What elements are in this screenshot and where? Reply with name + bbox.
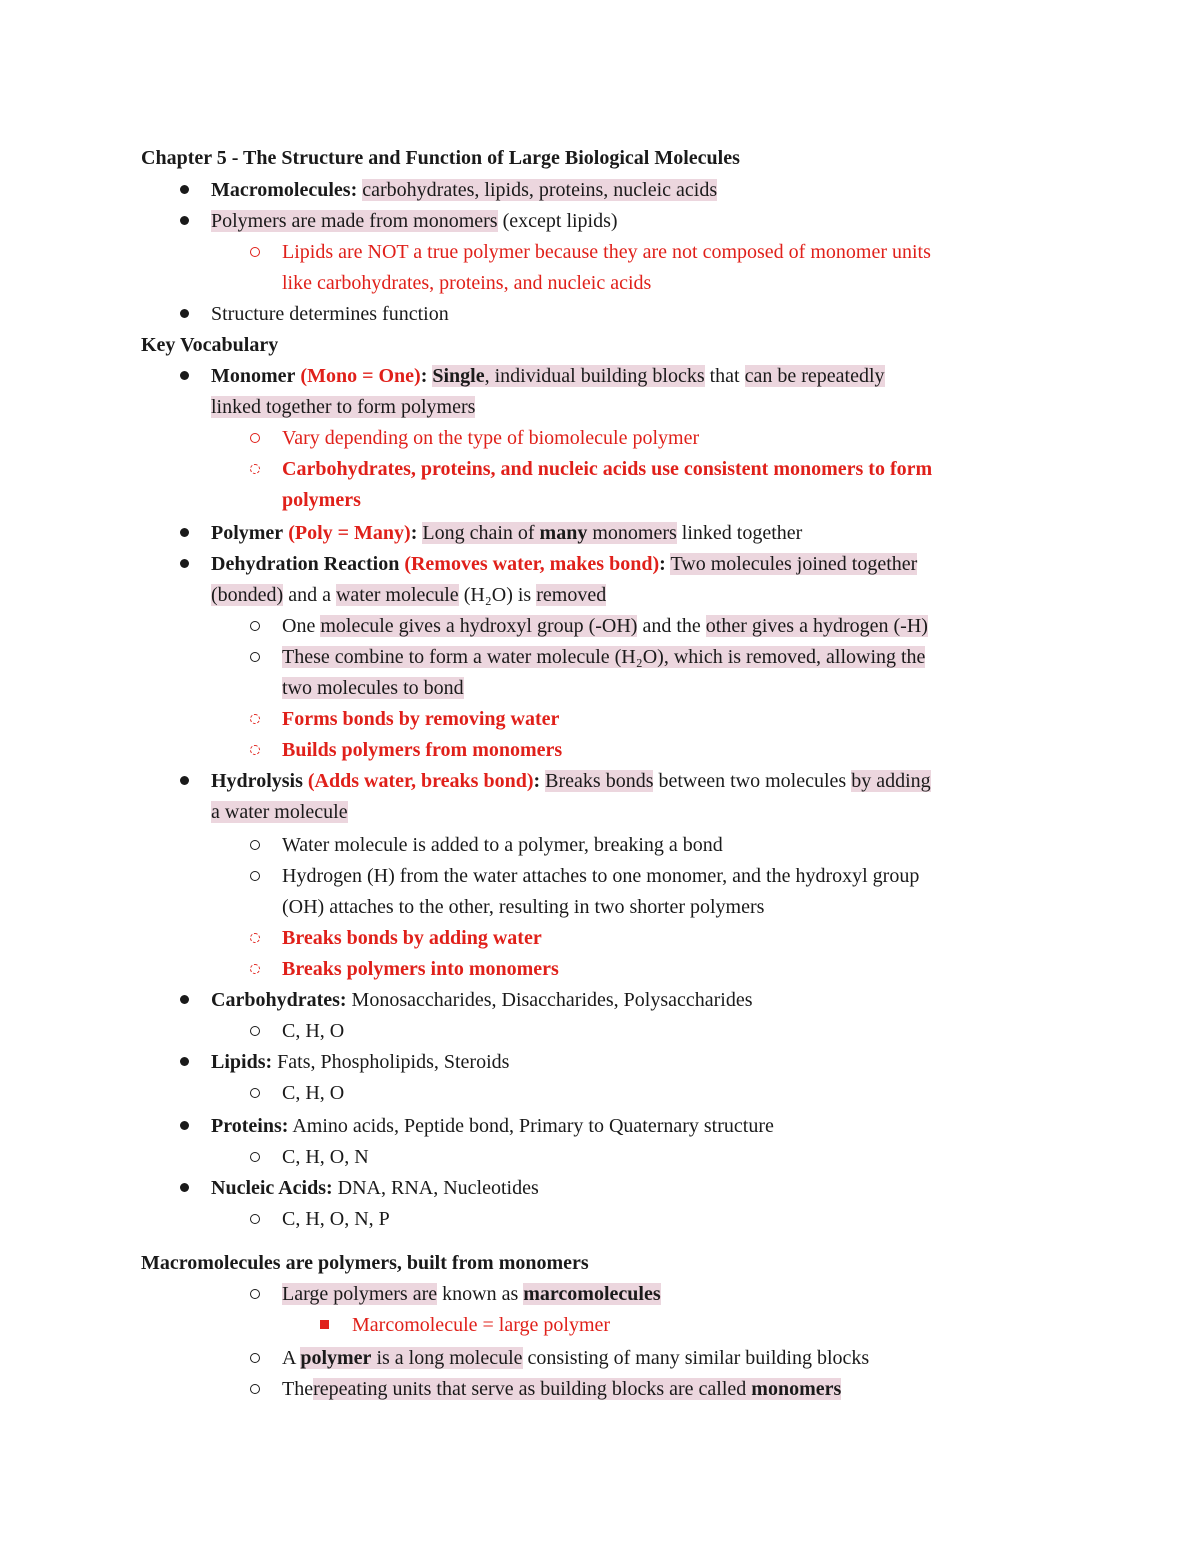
plain-text: and a (288, 584, 331, 606)
bullet-dot (174, 520, 194, 546)
term-label: Hydrolysis (211, 770, 303, 792)
macro-line4 (282, 1376, 841, 1402)
term-paren: (Adds water, breaks bond) (307, 770, 534, 792)
bullet-square (314, 1312, 334, 1338)
page-title: Chapter 5 - The Structure and Function of Large Biological Molecules (141, 147, 740, 169)
highlighted-text: can be repeatedly (744, 365, 885, 387)
highlighted-text: water molecule (335, 584, 459, 606)
hydrolysis-sub4: Breaks polymers into monomers (282, 958, 559, 980)
highlighted-text (432, 365, 704, 387)
lipids-item (211, 1049, 509, 1075)
lipids-elements: C, H, O (282, 1082, 345, 1104)
bullet-dot (174, 177, 194, 203)
dehydration-sub2-line2 (282, 675, 464, 701)
term-paren: (Poly = Many) (288, 522, 411, 544)
nucleic-acids-elements: C, H, O, N, P (282, 1208, 390, 1230)
proteins-item (211, 1113, 774, 1139)
bullet-ring (245, 1376, 265, 1402)
highlighted-text: linked together to form polymers (211, 396, 476, 418)
polymer-definition (211, 520, 802, 546)
term-paren: (Removes water, makes bond) (404, 553, 660, 575)
colon: : (410, 522, 418, 544)
plain-text: between two molecules (658, 770, 847, 792)
monomer-sub1: Vary depending on the type of biomolecule polymer (282, 427, 700, 449)
text-part: monomers (592, 522, 677, 544)
bullet-ring (245, 239, 265, 265)
bullet-dot (174, 551, 194, 577)
dehydration-definition (211, 551, 917, 577)
bullet-ring (245, 832, 265, 858)
bullet-dot (174, 1113, 194, 1139)
carbohydrates-elements: C, H, O (282, 1020, 345, 1042)
highlighted-text: removed (536, 584, 607, 606)
text-part: is a long molecule (376, 1347, 523, 1369)
highlighted-text (300, 1347, 522, 1369)
bullet-dot (174, 1049, 194, 1075)
plain-text: (except lipids) (502, 210, 618, 232)
bold-word: many (539, 522, 588, 544)
highlighted-text (313, 1378, 841, 1400)
intro-macromolecules (211, 177, 717, 203)
carbohydrates-item (211, 987, 753, 1013)
bullet-dot (174, 301, 194, 327)
text-part: repeating units that serve as building blocks are called (313, 1378, 747, 1400)
bullet-ring (245, 863, 265, 889)
text-part: , individual building blocks (484, 365, 705, 387)
dehydration-sub3: Forms bonds by removing water (282, 708, 560, 730)
highlighted-text: marcomolecules (523, 1283, 661, 1305)
plain-text: Monosaccharides, Disaccharides, Polysaccharides (351, 989, 753, 1011)
term-label: Carbohydrates: (211, 989, 347, 1011)
bullet-dot (174, 363, 194, 389)
colon: : (420, 365, 428, 387)
intro-polymers (211, 208, 618, 234)
highlighted-text: molecule gives a hydroxyl group (-OH) (320, 615, 638, 637)
intro-structure: Structure determines function (211, 303, 449, 325)
plain-text: One (282, 615, 316, 637)
term-label: Nucleic Acids: (211, 1177, 333, 1199)
monomer-definition-cont (211, 394, 475, 420)
bullet-ring (245, 1018, 265, 1044)
dehydration-definition-cont (211, 582, 606, 608)
highlighted-text: carbohydrates, lipids, proteins, nucleic acids (362, 179, 718, 201)
bullet-ring (245, 737, 265, 763)
plain-text: The (282, 1378, 314, 1400)
highlighted-text (422, 522, 676, 544)
plain-text: A (282, 1347, 296, 1369)
highlighted-text: other gives a hydrogen (-H) (705, 615, 928, 637)
plain-text: linked together (681, 522, 803, 544)
plain-text: (H₂O) is (463, 584, 532, 606)
hydrolysis-definition (211, 768, 931, 794)
hydrolysis-sub1: Water molecule is added to a polymer, breaking a bond (282, 834, 723, 856)
term-label: Proteins: (211, 1115, 289, 1137)
macro-line2: Marcomolecule = large polymer (352, 1314, 611, 1336)
bullet-ring (245, 1206, 265, 1232)
bullet-dot (174, 768, 194, 794)
lipids-note-line1: Lipids are NOT a true polymer because they are not composed of monomer units (282, 241, 931, 263)
term-label: Monomer (211, 365, 296, 387)
bold-word: polymer (300, 1347, 372, 1369)
bullet-ring (245, 925, 265, 951)
dehydration-sub4: Builds polymers from monomers (282, 739, 563, 761)
hydrolysis-definition-cont (211, 799, 348, 825)
proteins-elements: C, H, O, N (282, 1146, 369, 1168)
section-heading-vocabulary: Key Vocabulary (141, 334, 279, 356)
colon: : (533, 770, 541, 792)
monomer-definition (211, 363, 885, 389)
term-label: Polymer (211, 522, 284, 544)
bullet-ring (245, 425, 265, 451)
highlighted-text: Breaks bonds (545, 770, 654, 792)
hydrolysis-sub3: Breaks bonds by adding water (282, 927, 542, 949)
plain-text: consisting of many similar building blocks (527, 1347, 870, 1369)
plain-text: that (709, 365, 740, 387)
highlighted-text: a water molecule (211, 801, 348, 823)
highlighted-text: Two molecules joined together (670, 553, 918, 575)
lipids-note-line2: like carbohydrates, proteins, and nucleic acids (282, 272, 652, 294)
plain-text: DNA, RNA, Nucleotides (337, 1177, 539, 1199)
bullet-ring (245, 1144, 265, 1170)
highlighted-text: Polymers are made from monomers (211, 210, 498, 232)
dehydration-sub1 (282, 613, 928, 639)
dehydration-sub2-line1 (282, 644, 925, 670)
bullet-ring (245, 1345, 265, 1371)
term-paren: (Mono = One) (300, 365, 421, 387)
term-label: Macromolecules: (211, 179, 358, 201)
plain-text: Fats, Phospholipids, Steroids (277, 1051, 510, 1073)
bullet-dot (174, 208, 194, 234)
highlighted-text: by adding (851, 770, 931, 792)
bullet-dot (174, 987, 194, 1013)
plain-text: Amino acids, Peptide bond, Primary to Quaternary structure (292, 1115, 774, 1137)
bold-word: monomers (751, 1378, 842, 1400)
monomer-sub2-line1: Carbohydrates, proteins, and nucleic acids use consistent monomers to form (282, 458, 933, 480)
bullet-ring (245, 1281, 265, 1307)
nucleic-acids-item (211, 1175, 539, 1201)
macro-line3 (282, 1345, 869, 1371)
highlighted-text: These combine to form a water molecule (H₂O), which is removed, allowing the (282, 646, 926, 668)
bullet-ring (245, 1080, 265, 1106)
monomer-sub2-line2: polymers (282, 489, 361, 511)
bullet-ring (245, 706, 265, 732)
bullet-ring (245, 644, 265, 670)
highlighted-text: Large polymers are (282, 1283, 438, 1305)
hydrolysis-sub2-line1: Hydrogen (H) from the water attaches to one monomer, and the hydroxyl group (282, 865, 920, 887)
bullet-ring (245, 956, 265, 982)
bullet-ring (245, 456, 265, 482)
text-part: Long chain of (422, 522, 535, 544)
bullet-dot (174, 1175, 194, 1201)
plain-text: and the (642, 615, 701, 637)
term-label: Dehydration Reaction (211, 553, 400, 575)
colon: : (659, 553, 666, 575)
plain-text: known as (442, 1283, 519, 1305)
section-heading-macromolecules: Macromolecules are polymers, built from monomers (141, 1252, 589, 1274)
macro-line1 (282, 1281, 661, 1307)
term-label: Lipids: (211, 1051, 273, 1073)
bold-word: Single (432, 365, 485, 387)
bullet-ring (245, 613, 265, 639)
highlighted-text: (bonded) (211, 584, 284, 606)
highlighted-text: two molecules to bond (282, 677, 464, 699)
hydrolysis-sub2-line2: (OH) attaches to the other, resulting in two shorter polymers (282, 896, 765, 918)
